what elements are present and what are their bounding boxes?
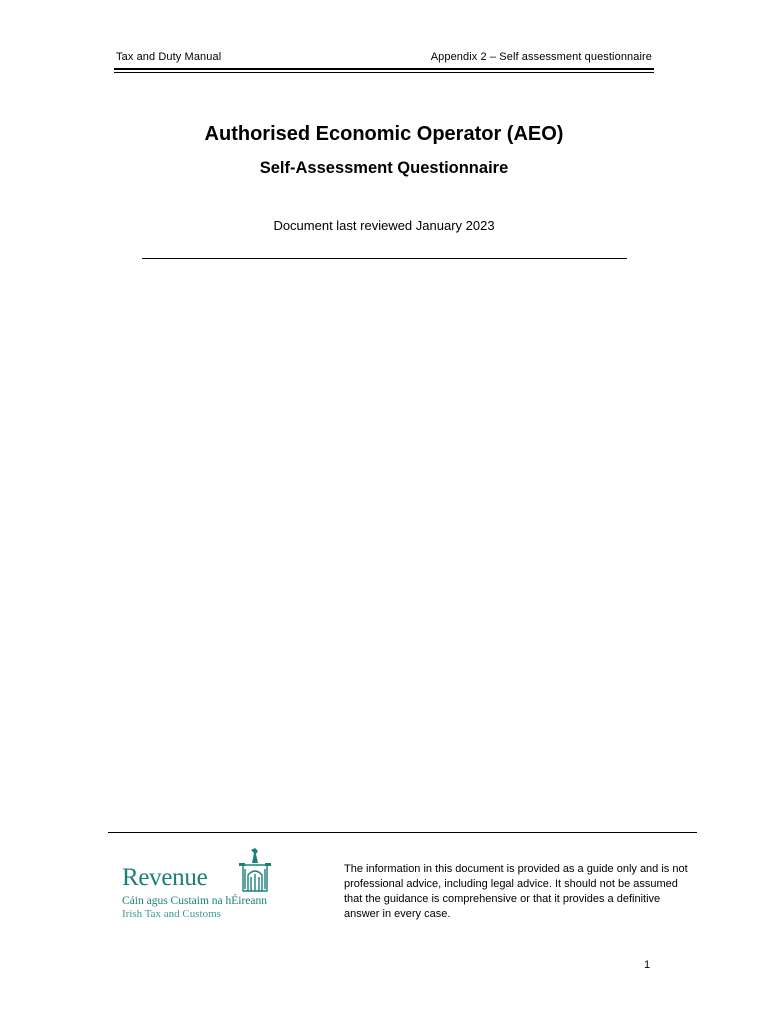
document-title: Authorised Economic Operator (AEO) xyxy=(204,123,564,145)
logo-english-name: Irish Tax and Customs xyxy=(122,908,221,920)
header-rule-thin xyxy=(114,72,654,73)
document-subtitle: Self-Assessment Questionnaire xyxy=(259,159,509,177)
revenue-logo xyxy=(120,845,280,925)
logo-irish-name: Cáin agus Custaim na hÉireann xyxy=(122,895,267,907)
document-review-date: Document last reviewed January 2023 xyxy=(273,218,495,233)
footer-rule xyxy=(108,832,697,833)
header-manual-title: Tax and Duty Manual xyxy=(116,51,222,63)
logo-brand-text: Revenue xyxy=(122,864,208,891)
gate-emblem-icon xyxy=(237,847,273,893)
header-rule xyxy=(114,68,654,70)
header-section-title: Appendix 2 – Self assessment questionnaire xyxy=(430,51,652,63)
disclaimer-text: The information in this document is provided as a guide only and is not professional advice, including legal advice. It should not be assumed that the guidance is comprehensive or that it provides a definitive answer in every case. xyxy=(344,863,688,920)
page-number: 1 xyxy=(644,959,651,971)
title-divider xyxy=(142,258,627,259)
